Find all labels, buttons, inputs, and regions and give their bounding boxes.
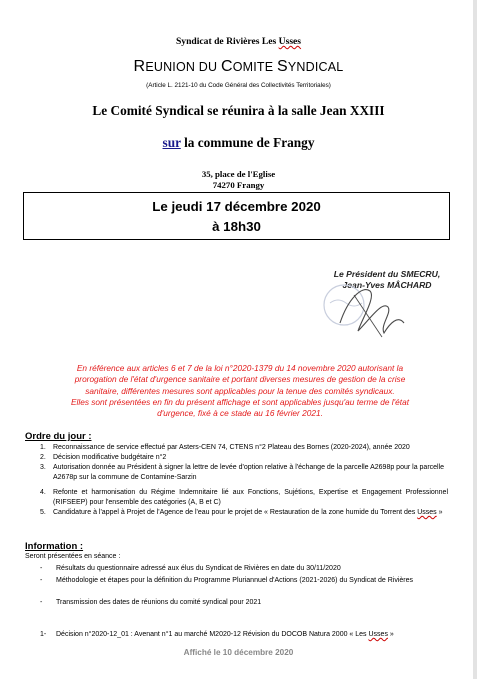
spellcheck-word: Usses <box>368 631 388 638</box>
signature-stroke <box>340 290 404 333</box>
date-box <box>23 192 450 240</box>
signature-image <box>318 279 438 349</box>
article-reference: (Article L. 2121-10 du Code Général des Collectivités Territoriales) <box>146 82 331 89</box>
legal-line: Elles sont présentées en fin du présent affichage et sont applicables jusqu'au terme de l'état <box>70 396 410 407</box>
posted-date: Affiché le 10 décembre 2020 <box>183 648 294 657</box>
spellcheck-word: Usses <box>278 36 302 47</box>
legal-line: sanitaire, différentes mesures sont applicables pour la tenue des comités syndicaux. <box>85 385 395 396</box>
legal-line: d'urgence, fixé à ce stade au 16 février 2021. <box>157 408 323 419</box>
meeting-time: à 18h30 <box>212 219 261 234</box>
address-street: 35, place de l'Eglise <box>201 169 276 179</box>
information-heading: Information : <box>25 541 84 552</box>
page-edge <box>473 0 477 679</box>
president-title: Le Président du SMECRU, <box>333 269 441 279</box>
legal-line: En référence aux articles 6 et 7 de la loi n°2020-1379 du 14 novembre 2020 autorisant la <box>76 363 404 373</box>
commune-line: sur la commune de Frangy <box>162 135 315 150</box>
spellcheck-word: Usses <box>417 509 437 516</box>
agenda-heading: Ordre du jour : <box>25 431 92 442</box>
meeting-date: Le jeudi 17 décembre 2020 <box>152 199 321 214</box>
organization-name: Syndicat de Rivières Les Usses <box>175 36 302 47</box>
president-name: Jean-Yves MÂCHARD <box>342 280 432 290</box>
stamp-mark <box>330 300 362 306</box>
legal-notice <box>40 363 440 419</box>
meeting-title: REUNION DU COMITE SYNDICAL <box>133 58 344 75</box>
address-city: 74270 Frangy <box>212 180 265 190</box>
venue-line: Le Comité Syndical se réunira à la salle Jean XXIII <box>92 103 385 118</box>
information-intro: Seront présentées en séance : <box>25 553 121 560</box>
sur-word: sur <box>162 135 181 150</box>
legal-line: prorogation de l'état d'urgence sanitaire et portant diverses mesures de gestion de la crise <box>74 374 406 385</box>
